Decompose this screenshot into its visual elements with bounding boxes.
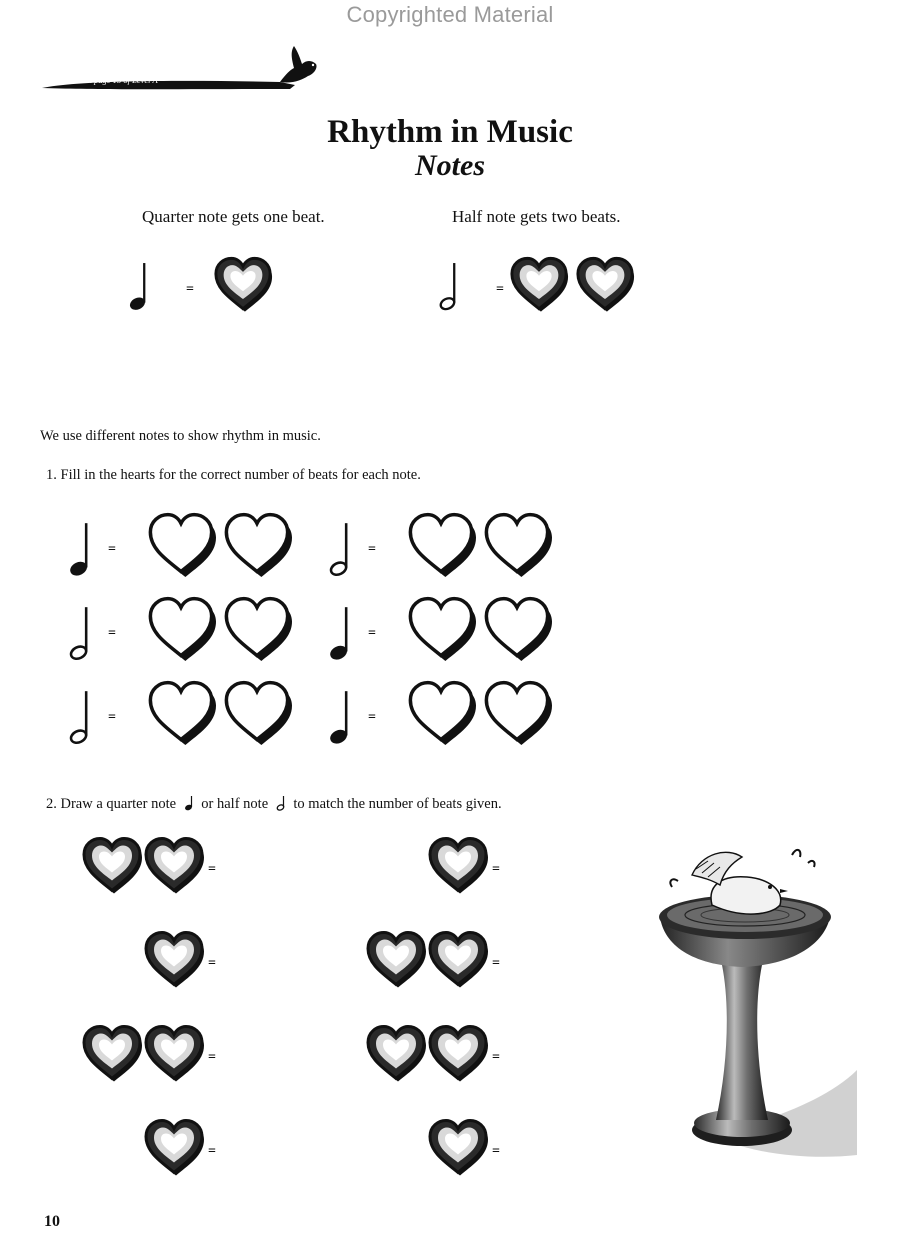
exercise1-quarter-note [328,690,352,746]
copyright-watermark: Copyrighted Material [346,2,554,27]
page-number: 10 [44,1213,60,1230]
dove-birdbath-illustration [652,835,862,1165]
exercise2-beat-heart [80,1024,144,1083]
definition-quarter-note [128,262,149,312]
exercise1-empty-heart[interactable] [146,596,216,660]
exercise2-beat-heart [142,930,206,989]
banner-text: Use with page 13 of Level A [62,75,158,85]
exercise2-beat-heart [142,836,206,895]
exercise2-equals-sign: = [208,1050,216,1065]
exercise1-quarter-note [68,522,92,578]
exercise1-empty-heart[interactable] [406,596,476,660]
page-subtitle: Notes [415,149,485,182]
exercise2-answer-space[interactable] [224,840,264,896]
exercise1-quarter-note [328,606,352,662]
exercise1-empty-heart[interactable] [146,512,216,576]
exercise2-answer-space[interactable] [224,1122,264,1178]
exercise2-beat-heart [426,930,490,989]
exercise2-equals-sign: = [492,956,500,971]
exercise1-empty-heart[interactable] [482,680,552,744]
exercise1-equals-sign: = [368,542,376,557]
exercise2-beat-heart [364,930,428,989]
definition-beat-heart [574,256,636,313]
exercise2-beat-heart [426,1118,490,1177]
exercise2-instruction-part2: or half note [201,796,269,812]
definition-half-note [438,262,459,312]
exercise2-answer-space[interactable] [508,1028,548,1084]
definition-equals-sign: = [186,282,194,297]
exercise1-empty-heart[interactable] [406,680,476,744]
definition-beat-heart [212,256,274,313]
exercise2-equals-sign: = [208,1144,216,1159]
exercise2-answer-space[interactable] [508,840,548,896]
exercise1-empty-heart[interactable] [482,512,552,576]
exercise1-empty-heart[interactable] [406,512,476,576]
exercise1-half-note [68,690,92,746]
exercise2-instruction-part3: to match the number of beats given. [293,796,502,812]
exercise1-half-note [328,522,352,578]
exercise2-instruction [46,795,502,813]
exercise1-equals-sign: = [368,626,376,641]
exercise2-equals-sign: = [492,1144,500,1159]
exercise2-beat-heart [142,1024,206,1083]
exercise1-equals-sign: = [108,542,116,557]
exercise1-equals-sign: = [108,626,116,641]
page-title: Rhythm in Music [327,114,573,150]
half-note-definition: Half note gets two beats. [452,207,621,226]
half-note-icon [276,795,286,811]
exercise1-half-note [68,606,92,662]
exercise2-answer-space[interactable] [224,934,264,990]
definition-beat-heart [508,256,570,313]
exercise2-beat-heart [426,1024,490,1083]
exercise2-beat-heart [426,836,490,895]
exercise1-empty-heart[interactable] [222,512,292,576]
exercise2-beat-heart [80,836,144,895]
definition-equals-sign: = [496,282,504,297]
exercise2-answer-space[interactable] [508,934,548,990]
exercise2-instruction-part1: 2. Draw a quarter note [46,796,177,812]
quarter-note-definition: Quarter note gets one beat. [142,207,325,226]
exercise2-equals-sign: = [492,1050,500,1065]
exercise1-empty-heart[interactable] [222,680,292,744]
exercise1-instruction: 1. Fill in the hearts for the correct number of beats for each note. [46,467,421,483]
exercise1-empty-heart[interactable] [482,596,552,660]
exercise2-answer-space[interactable] [224,1028,264,1084]
exercise2-equals-sign: = [208,956,216,971]
exercise1-equals-sign: = [108,710,116,725]
exercise1-equals-sign: = [368,710,376,725]
exercise2-equals-sign: = [208,862,216,877]
exercise2-beat-heart [364,1024,428,1083]
exercise2-beat-heart [142,1118,206,1177]
exercise2-equals-sign: = [492,862,500,877]
exercise1-empty-heart[interactable] [146,680,216,744]
exercise2-answer-space[interactable] [508,1122,548,1178]
exercise1-empty-heart[interactable] [222,596,292,660]
quarter-note-icon [184,795,194,811]
intro-text: We use different notes to show rhythm in music. [40,428,321,444]
dove-icon [272,44,322,88]
